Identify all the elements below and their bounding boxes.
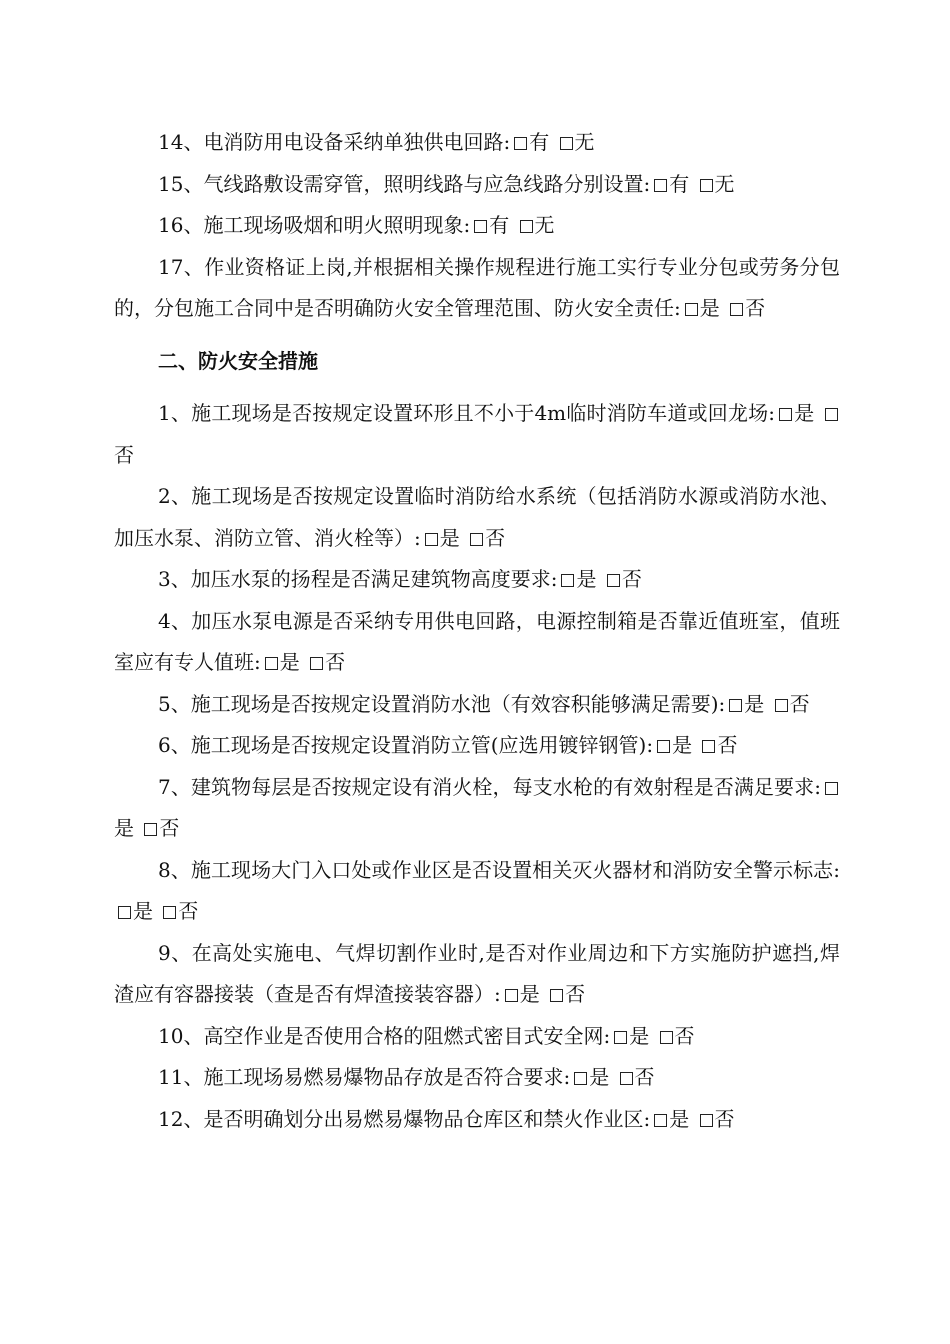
checkbox-label: 否: [634, 1065, 655, 1089]
checkbox-label: 是: [794, 401, 815, 425]
checklist-item: [114, 684, 840, 726]
checklist-item: [114, 933, 840, 1016]
checkbox-label: 是: [133, 899, 153, 923]
checkbox-label: 否: [325, 650, 346, 674]
checklist-item-text: 17、作业资格证上岗,并根据相关操作规程进行施工实行专业分包或劳务分包的，分包施工合同中是否明确防火安全管理范围、防火安全责任:: [114, 254, 840, 320]
checklist-item-text: 9、在高处实施电、气焊切割作业时,是否对作业周边和下方实施防护遮挡,焊渣应有容器接装（查是否有焊渣接装容器）:: [114, 940, 840, 1006]
checklist-item-text: 2、施工现场是否按规定设置临时消防给水系统（包括消防水源或消防水池、加压水泵、消防立管、消火栓等）:: [114, 484, 840, 550]
checkbox-icon[interactable]: [685, 303, 698, 316]
checkbox-icon[interactable]: [310, 657, 323, 670]
checkbox-label: 否: [159, 816, 180, 840]
checklist-item-text: 6、施工现场是否按规定设置消防立管(应选用镀锌钢管):: [158, 733, 654, 757]
checkbox-label: 否: [621, 567, 642, 591]
checkbox-icon[interactable]: [474, 220, 487, 233]
checklist-item-text: 3、加压水泵的扬程是否满足建筑物高度要求:: [158, 567, 558, 591]
checkbox-label: 是: [589, 1065, 610, 1089]
checkbox-icon[interactable]: [574, 1072, 587, 1085]
checkbox-label: 是: [576, 567, 597, 591]
checklist-item: [114, 601, 840, 684]
checklist-item-text: 8、施工现场大门入口处或作业区是否设置相关灭火器材和消防安全警示标志:: [158, 857, 840, 882]
checklist-item: [114, 164, 840, 206]
checkbox-label: 是: [439, 525, 460, 550]
checkbox-icon[interactable]: [425, 533, 438, 546]
checkbox-label: 有: [529, 130, 550, 154]
checklist-item-text: 16、施工现场吸烟和明火照明现象:: [158, 213, 471, 237]
checkbox-icon[interactable]: [561, 574, 574, 587]
checklist-item: [114, 1099, 840, 1141]
checklist-item-text: 11、施工现场易燃易爆物品存放是否符合要求:: [158, 1065, 571, 1089]
checkbox-icon[interactable]: [514, 137, 527, 150]
checkbox-label: 否: [485, 525, 506, 550]
checklist-item-text: 10、高空作业是否使用合格的阻燃式密目式安全网:: [158, 1023, 611, 1048]
checkbox-icon[interactable]: [775, 699, 788, 712]
checklist-item: [114, 767, 840, 850]
checkbox-icon[interactable]: [550, 989, 563, 1002]
checklist-item: [114, 1016, 840, 1058]
checklist-item-text: 15、气线路敷设需穿管，照明线路与应急线路分别设置:: [158, 171, 651, 196]
checkbox-icon[interactable]: [825, 408, 838, 421]
checkbox-icon[interactable]: [654, 1114, 667, 1127]
checklist-item: [114, 393, 840, 476]
checkbox-icon[interactable]: [825, 782, 838, 795]
checkbox-icon[interactable]: [505, 989, 518, 1002]
checkbox-label: 无: [574, 130, 595, 154]
checkbox-icon[interactable]: [614, 1031, 627, 1044]
checkbox-label: 否: [789, 691, 810, 716]
checkbox-label: 否: [745, 296, 766, 320]
checkbox-icon[interactable]: [730, 303, 743, 316]
checkbox-icon[interactable]: [700, 1114, 713, 1127]
checkbox-label: 有: [669, 171, 690, 196]
checkbox-icon[interactable]: [620, 1072, 633, 1085]
checkbox-icon[interactable]: [118, 906, 131, 919]
checklist-item: [114, 559, 840, 601]
checklist-item-text: 12、是否明确划分出易燃易爆物品仓库区和禁火作业区:: [158, 1106, 651, 1131]
checklist-item-text: 1、施工现场是否按规定设置环形且不小于4m临时消防车道或回龙场:: [158, 401, 776, 425]
checkbox-label: 有: [489, 213, 510, 237]
checkbox-icon[interactable]: [560, 137, 573, 150]
checklist-item-text: 4、加压水泵电源是否采纳专用供电回路，电源控制箱是否靠近值班室，值班室应有专人值班:: [114, 608, 840, 674]
checkbox-label: 否: [714, 1106, 735, 1131]
checkbox-icon[interactable]: [470, 533, 483, 546]
checklist-item-text: 7、建筑物每层是否按规定设有消火栓，每支水枪的有效射程是否满足要求:: [158, 774, 821, 799]
checkbox-label: 是: [669, 1106, 690, 1131]
checkbox-icon[interactable]: [144, 823, 157, 836]
checkbox-icon[interactable]: [660, 1031, 673, 1044]
checkbox-label: 是: [519, 982, 540, 1006]
section-heading: 二、防火安全措施: [158, 348, 318, 373]
checkbox-label: 是: [114, 816, 134, 840]
checkbox-label: 无: [534, 213, 555, 237]
checklist-item: [114, 247, 840, 330]
checkbox-icon[interactable]: [657, 740, 670, 753]
checklist-top: [114, 122, 840, 330]
checklist-item: [114, 476, 840, 559]
checkbox-icon[interactable]: [607, 574, 620, 587]
checkbox-label: 否: [674, 1023, 695, 1048]
checklist-item-text: 5、施工现场是否按规定设置消防水池（有效容积能够满足需要):: [158, 691, 726, 716]
checklist-item: [114, 1057, 840, 1099]
checkbox-label: 是: [699, 296, 720, 320]
document-body: [114, 122, 840, 1140]
checkbox-icon[interactable]: [520, 220, 533, 233]
checkbox-label: 无: [714, 171, 735, 196]
checkbox-icon[interactable]: [700, 179, 713, 192]
checkbox-icon[interactable]: [265, 657, 278, 670]
checkbox-label: 是: [629, 1023, 650, 1048]
checkbox-label: 否: [565, 982, 586, 1006]
checkbox-icon[interactable]: [779, 408, 792, 421]
checklist-section: [114, 393, 840, 1140]
checkbox-label: 是: [744, 691, 765, 716]
checklist-item: [114, 850, 840, 933]
checklist-item: [114, 122, 840, 164]
checkbox-label: 否: [178, 899, 199, 923]
checklist-item: [114, 205, 840, 247]
checklist-item-text: 14、电消防用电设备采纳单独供电回路:: [158, 130, 511, 154]
checkbox-label: 否: [114, 442, 134, 467]
checkbox-label: 是: [279, 650, 300, 674]
checkbox-label: 是: [672, 733, 693, 757]
checkbox-icon[interactable]: [654, 179, 667, 192]
checkbox-icon[interactable]: [729, 699, 742, 712]
checkbox-icon[interactable]: [163, 906, 176, 919]
checkbox-icon[interactable]: [702, 740, 715, 753]
checkbox-label: 否: [717, 733, 738, 757]
checklist-item: [114, 725, 840, 767]
